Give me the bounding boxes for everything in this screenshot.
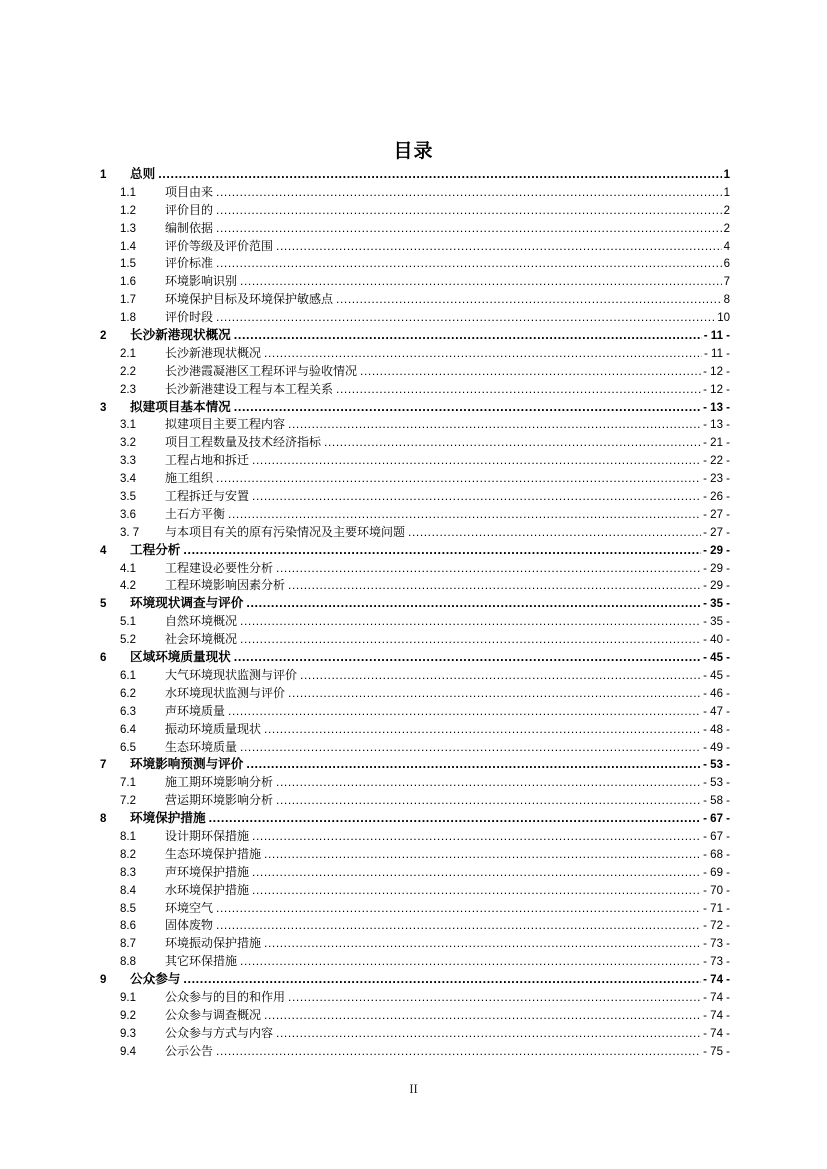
toc-entry[interactable] xyxy=(100,452,730,470)
page-number-footer: II xyxy=(409,1082,418,1096)
toc-entry[interactable] xyxy=(100,1025,730,1043)
toc-entry[interactable] xyxy=(100,613,730,631)
toc-entry-page: 2 xyxy=(723,204,730,217)
toc-entry-page: 7 xyxy=(723,276,730,289)
toc-entry-title: 自然环境概况 xyxy=(165,614,238,629)
toc-entry-number: 9.2 xyxy=(120,1009,136,1022)
dot-leader xyxy=(228,703,701,721)
dot-leader xyxy=(216,309,715,327)
toc-entry-title: 项目由来 xyxy=(165,184,214,199)
toc-entry-number: 8.5 xyxy=(120,902,136,915)
toc-entry[interactable] xyxy=(100,810,730,828)
toc-entry-page: - 29 - xyxy=(703,562,730,575)
toc-entry-page: - 47 - xyxy=(703,705,730,718)
toc-entry-page: 4 xyxy=(723,240,730,253)
dot-leader xyxy=(252,828,701,846)
toc-entry[interactable] xyxy=(100,721,730,739)
dot-leader xyxy=(240,739,701,757)
toc-entry[interactable] xyxy=(100,900,730,918)
toc-entry-number: 1.4 xyxy=(120,240,136,253)
toc-entry[interactable] xyxy=(100,935,730,953)
toc-entry-title: 环境现状调查与评价 xyxy=(130,596,244,611)
toc-entry-page: - 71 - xyxy=(703,902,730,915)
toc-entry-number: 3.3 xyxy=(120,455,136,468)
toc-entry[interactable] xyxy=(100,524,730,542)
toc-entry-page: - 74 - xyxy=(703,974,730,987)
toc-entry-page: 1 xyxy=(723,169,730,181)
toc-entry-title: 大气环境现状监测与评价 xyxy=(165,667,298,682)
toc-entry-page: - 12 - xyxy=(703,365,730,378)
dot-leader xyxy=(158,166,721,184)
toc-entry-page: 10 xyxy=(717,312,730,325)
toc-entry-page: - 45 - xyxy=(703,669,730,682)
toc-entry-title: 工程拆迁与安置 xyxy=(165,489,250,504)
toc-entry-number: 1.3 xyxy=(120,222,136,235)
dot-leader xyxy=(209,810,702,828)
toc-entry-page: - 58 - xyxy=(703,795,730,808)
dot-leader xyxy=(324,434,701,452)
toc-entry-page: - 40 - xyxy=(703,634,730,647)
toc-entry-title: 拟建项目基本情况 xyxy=(130,399,231,414)
toc-entry-page: - 29 - xyxy=(703,544,730,557)
toc-entry[interactable] xyxy=(100,703,730,721)
toc-entry-page: - 67 - xyxy=(703,830,730,843)
toc-entry[interactable] xyxy=(100,381,730,399)
toc-entry-number: 7.1 xyxy=(120,777,136,790)
toc-entry-number: 2.3 xyxy=(120,383,136,396)
toc-entry-number: 6.4 xyxy=(120,723,136,736)
toc-entry-number: 1.6 xyxy=(120,276,136,289)
toc-entry-page: - 73 - xyxy=(703,956,730,969)
dot-leader xyxy=(240,613,701,631)
toc-entry-title: 工程分析 xyxy=(130,542,181,557)
toc-entry-page: - 27 - xyxy=(703,508,730,521)
toc-entry-title: 项目工程数量及技术经济指标 xyxy=(165,435,322,450)
dot-leader xyxy=(288,989,701,1007)
toc-entry-page: - 48 - xyxy=(703,723,730,736)
toc-entry-number: 8.6 xyxy=(120,920,136,933)
toc-entry-number: 8.4 xyxy=(120,884,136,897)
dot-leader xyxy=(216,470,701,488)
dot-leader xyxy=(276,238,722,256)
toc-entry[interactable] xyxy=(100,506,730,524)
dot-leader xyxy=(264,721,701,739)
dot-leader xyxy=(336,291,722,309)
toc-entry[interactable] xyxy=(100,220,730,238)
toc-entry-number: 3.6 xyxy=(120,508,136,521)
toc-entry-title: 土石方平衡 xyxy=(165,506,226,521)
toc-entry-title: 其它环保措施 xyxy=(165,954,238,969)
toc-entry-page: - 23 - xyxy=(703,473,730,486)
toc-entry-title: 评价时段 xyxy=(165,310,214,325)
toc-entry[interactable] xyxy=(100,774,730,792)
toc-entry-title: 评价目的 xyxy=(165,202,214,217)
toc-entry-page: - 27 - xyxy=(703,526,730,539)
toc-entry[interactable] xyxy=(100,273,730,291)
toc-entry-title: 工程环境影响因素分析 xyxy=(165,578,286,593)
toc-entry-title: 长沙新港现状概况 xyxy=(130,328,231,343)
toc-entry-number: 4 xyxy=(100,544,107,557)
toc-entry-number: 3.5 xyxy=(120,491,136,504)
toc-entry-title: 工程建设必要性分析 xyxy=(165,560,274,575)
dot-leader xyxy=(240,953,701,971)
toc-entry-page: - 11 - xyxy=(703,330,730,343)
dot-leader xyxy=(276,774,701,792)
toc-entry-number: 9.1 xyxy=(120,991,136,1004)
toc-entry-page: - 35 - xyxy=(703,598,730,611)
toc-entry-number: 9.4 xyxy=(120,1045,136,1058)
dot-leader xyxy=(216,202,722,220)
toc-entry-title: 与本项目有关的原有污染情况及主要环境问题 xyxy=(165,524,406,539)
toc-entry-number: 3.4 xyxy=(120,473,136,486)
toc-entry-page: - 13 - xyxy=(703,419,730,432)
dot-leader xyxy=(216,1043,701,1061)
dot-leader xyxy=(234,327,702,345)
toc-entry-page: - 53 - xyxy=(703,759,730,772)
toc-entry-page: - 53 - xyxy=(703,777,730,790)
toc-entry-title: 拟建项目主要工程内容 xyxy=(165,417,286,432)
toc-entry[interactable] xyxy=(100,1007,730,1025)
dot-leader xyxy=(288,685,701,703)
toc-entry-number: 8.8 xyxy=(120,956,136,969)
dot-leader xyxy=(240,273,722,291)
toc-entry-number: 1.8 xyxy=(120,312,136,325)
toc-entry-title: 公众参与 xyxy=(130,972,181,987)
toc-entry-title: 公众参与方式与内容 xyxy=(165,1025,274,1040)
toc-entry-title: 评价标准 xyxy=(165,256,214,271)
toc-entry-number: 6.2 xyxy=(120,687,136,700)
toc-entry[interactable] xyxy=(100,184,730,202)
toc-entry-title: 声环境质量 xyxy=(165,703,226,718)
toc-entry[interactable] xyxy=(100,971,730,989)
toc-entry[interactable] xyxy=(100,309,730,327)
toc-entry-page: - 12 - xyxy=(703,383,730,396)
toc-entry-number: 6 xyxy=(100,652,107,665)
toc-entry[interactable] xyxy=(100,756,730,774)
dot-leader xyxy=(216,900,701,918)
dot-leader xyxy=(216,255,722,273)
dot-leader xyxy=(276,560,701,578)
toc-entry-title: 生态环境质量 xyxy=(165,739,238,754)
dot-leader xyxy=(234,649,701,667)
toc-entry-number: 4.2 xyxy=(120,580,136,593)
toc-entry-title: 社会环境概况 xyxy=(165,632,238,647)
toc-entry[interactable] xyxy=(100,828,730,846)
toc-entry[interactable] xyxy=(100,488,730,506)
dot-leader xyxy=(216,220,722,238)
toc-entry-title: 固体废物 xyxy=(165,918,214,933)
dot-leader xyxy=(288,577,701,595)
toc-entry-number: 8.2 xyxy=(120,848,136,861)
toc-entry-page: 6 xyxy=(723,258,730,271)
toc-entry-page: - 35 - xyxy=(703,616,730,629)
toc-entry[interactable] xyxy=(100,327,730,345)
dot-leader xyxy=(336,381,701,399)
toc-entry[interactable] xyxy=(100,291,730,309)
toc-entry[interactable] xyxy=(100,917,730,935)
dot-leader xyxy=(246,595,701,613)
toc-entry-page: 8 xyxy=(723,294,730,307)
toc-entry-title: 生态环境保护措施 xyxy=(165,846,262,861)
toc-entry-title: 环境保护措施 xyxy=(130,811,206,826)
toc-entry-page: - 69 - xyxy=(703,866,730,879)
toc-entry-number: 6.3 xyxy=(120,705,136,718)
toc-entry-title: 施工期环境影响分析 xyxy=(165,775,274,790)
toc-entry[interactable] xyxy=(100,685,730,703)
toc-entry-number: 7.2 xyxy=(120,795,136,808)
dot-leader xyxy=(252,488,701,506)
toc-entry[interactable] xyxy=(100,595,730,613)
toc-entry-title: 水环境现状监测与评价 xyxy=(165,685,286,700)
toc-entry[interactable] xyxy=(100,864,730,882)
toc-entry-title: 公众参与的目的和作用 xyxy=(165,989,286,1004)
toc-entry-title: 声环境保护措施 xyxy=(165,864,250,879)
toc-entry-page: - 67 - xyxy=(703,813,730,826)
dot-leader xyxy=(216,184,722,202)
toc-entry[interactable] xyxy=(100,649,730,667)
toc-entry-number: 9 xyxy=(100,974,107,987)
toc-entry-title: 振动环境质量现状 xyxy=(165,721,262,736)
dot-leader xyxy=(183,971,701,989)
toc-entry[interactable] xyxy=(100,399,730,417)
toc-entry-number: 8.7 xyxy=(120,938,136,951)
toc-entry-title: 水环境保护措施 xyxy=(165,882,250,897)
dot-leader xyxy=(264,345,702,363)
toc-list xyxy=(100,166,730,1061)
toc-entry-number: 2 xyxy=(100,330,107,343)
toc-entry-page: 2 xyxy=(723,222,730,235)
toc-entry-title: 编制依据 xyxy=(165,220,214,235)
toc-entry[interactable] xyxy=(100,953,730,971)
toc-entry-title: 长沙港霞凝港区工程环评与验收情况 xyxy=(165,363,358,378)
dot-leader xyxy=(276,1025,701,1043)
toc-entry-number: 6.5 xyxy=(120,741,136,754)
toc-entry-title: 环境影响预测与评价 xyxy=(130,757,244,772)
toc-entry-number: 8 xyxy=(100,813,107,826)
dot-leader xyxy=(264,1007,701,1025)
toc-entry-number: 1.2 xyxy=(120,204,136,217)
toc-entry-number: 2.1 xyxy=(120,347,136,360)
toc-entry[interactable] xyxy=(100,577,730,595)
toc-entry-page: - 74 - xyxy=(703,1027,730,1040)
toc-entry[interactable] xyxy=(100,238,730,256)
toc-entry-page: - 21 - xyxy=(703,437,730,450)
toc-entry[interactable] xyxy=(100,667,730,685)
toc-entry[interactable] xyxy=(100,560,730,578)
toc-entry-page: - 45 - xyxy=(703,652,730,665)
toc-entry[interactable] xyxy=(100,542,730,560)
toc-entry-page: - 70 - xyxy=(703,884,730,897)
toc-entry-number: 1.1 xyxy=(120,186,136,199)
toc-entry[interactable] xyxy=(100,739,730,757)
toc-entry-page: - 13 - xyxy=(703,401,730,414)
toc-entry-title: 工程占地和拆迁 xyxy=(165,453,250,468)
toc-entry[interactable] xyxy=(100,1043,730,1061)
toc-entry-title: 环境影响识别 xyxy=(165,274,238,289)
dot-leader xyxy=(264,935,701,953)
toc-entry-page: - 72 - xyxy=(703,920,730,933)
toc-entry[interactable] xyxy=(100,631,730,649)
toc-entry[interactable] xyxy=(100,166,730,184)
dot-leader xyxy=(288,416,701,434)
toc-entry-page: - 11 - xyxy=(704,347,730,360)
dot-leader xyxy=(228,506,701,524)
toc-entry-page: - 68 - xyxy=(703,848,730,861)
toc-entry-page: - 49 - xyxy=(703,741,730,754)
dot-leader xyxy=(252,452,701,470)
dot-leader xyxy=(276,792,701,810)
toc-entry-title: 环境保护目标及环境保护敏感点 xyxy=(165,292,334,307)
toc-entry[interactable] xyxy=(100,255,730,273)
toc-entry-number: 5 xyxy=(100,598,107,611)
toc-entry-number: 1.7 xyxy=(120,294,136,307)
toc-entry[interactable] xyxy=(100,434,730,452)
toc-entry-number: 8.1 xyxy=(120,830,136,843)
toc-entry[interactable] xyxy=(100,846,730,864)
dot-leader xyxy=(408,524,701,542)
toc-entry-title: 公示公告 xyxy=(165,1043,214,1058)
toc-entry-number: 9.3 xyxy=(120,1027,136,1040)
toc-entry-page: - 22 - xyxy=(703,455,730,468)
toc-entry[interactable] xyxy=(100,882,730,900)
toc-entry-title: 长沙新港建设工程与本工程关系 xyxy=(165,381,334,396)
dot-leader xyxy=(240,631,701,649)
toc-entry[interactable] xyxy=(100,202,730,220)
toc-entry-number: 2.2 xyxy=(120,365,136,378)
toc-entry-page: - 26 - xyxy=(703,491,730,504)
dot-leader xyxy=(216,917,701,935)
toc-entry-number: 3 xyxy=(100,401,107,414)
dot-leader xyxy=(183,542,701,560)
toc-entry-number: 1.5 xyxy=(120,258,136,271)
toc-entry-page: 1 xyxy=(723,186,730,199)
toc-entry-title: 环境空气 xyxy=(165,900,214,915)
toc-entry-title: 环境振动保护措施 xyxy=(165,936,262,951)
dot-leader xyxy=(246,756,701,774)
toc-entry-number: 4.1 xyxy=(120,562,136,575)
dot-leader xyxy=(234,399,701,417)
toc-entry-title: 长沙新港现状概况 xyxy=(165,345,262,360)
toc-entry-number: 7 xyxy=(100,759,107,772)
toc-entry-number: 3. 7 xyxy=(120,526,140,539)
toc-entry-title: 评价等级及评价范围 xyxy=(165,238,274,253)
toc-entry-number: 8.3 xyxy=(120,866,136,879)
toc-entry-number: 6.1 xyxy=(120,669,136,682)
toc-entry-title: 总则 xyxy=(130,167,156,181)
toc-entry[interactable] xyxy=(100,416,730,434)
toc-entry-number: 5.2 xyxy=(120,634,136,647)
dot-leader xyxy=(264,846,701,864)
dot-leader xyxy=(300,667,701,685)
dot-leader xyxy=(252,864,701,882)
toc-entry-number: 3.2 xyxy=(120,437,136,450)
toc-entry-title: 施工组织 xyxy=(165,471,214,486)
toc-entry[interactable] xyxy=(100,792,730,810)
toc-entry-number: 5.1 xyxy=(120,616,136,629)
toc-entry-page: - 29 - xyxy=(703,580,730,593)
toc-entry-number: 1 xyxy=(100,169,107,181)
toc-entry[interactable] xyxy=(100,989,730,1007)
toc-entry-page: - 74 - xyxy=(703,1009,730,1022)
toc-entry[interactable] xyxy=(100,345,730,363)
toc-entry[interactable] xyxy=(100,363,730,381)
toc-entry-number: 3.1 xyxy=(120,419,136,432)
toc-entry[interactable] xyxy=(100,470,730,488)
dot-leader xyxy=(360,363,701,381)
toc-title: 目录 xyxy=(393,140,434,162)
toc-entry-title: 公众参与调查概况 xyxy=(165,1007,262,1022)
toc-entry-page: - 73 - xyxy=(703,938,730,951)
toc-entry-title: 设计期环保措施 xyxy=(165,828,250,843)
toc-entry-title: 营运期环境影响分析 xyxy=(165,793,274,808)
dot-leader xyxy=(252,882,701,900)
toc-entry-page: - 75 - xyxy=(703,1045,730,1058)
toc-entry-title: 区域环境质量现状 xyxy=(130,650,231,665)
toc-entry-page: - 74 - xyxy=(703,991,730,1004)
toc-entry-page: - 46 - xyxy=(703,687,730,700)
